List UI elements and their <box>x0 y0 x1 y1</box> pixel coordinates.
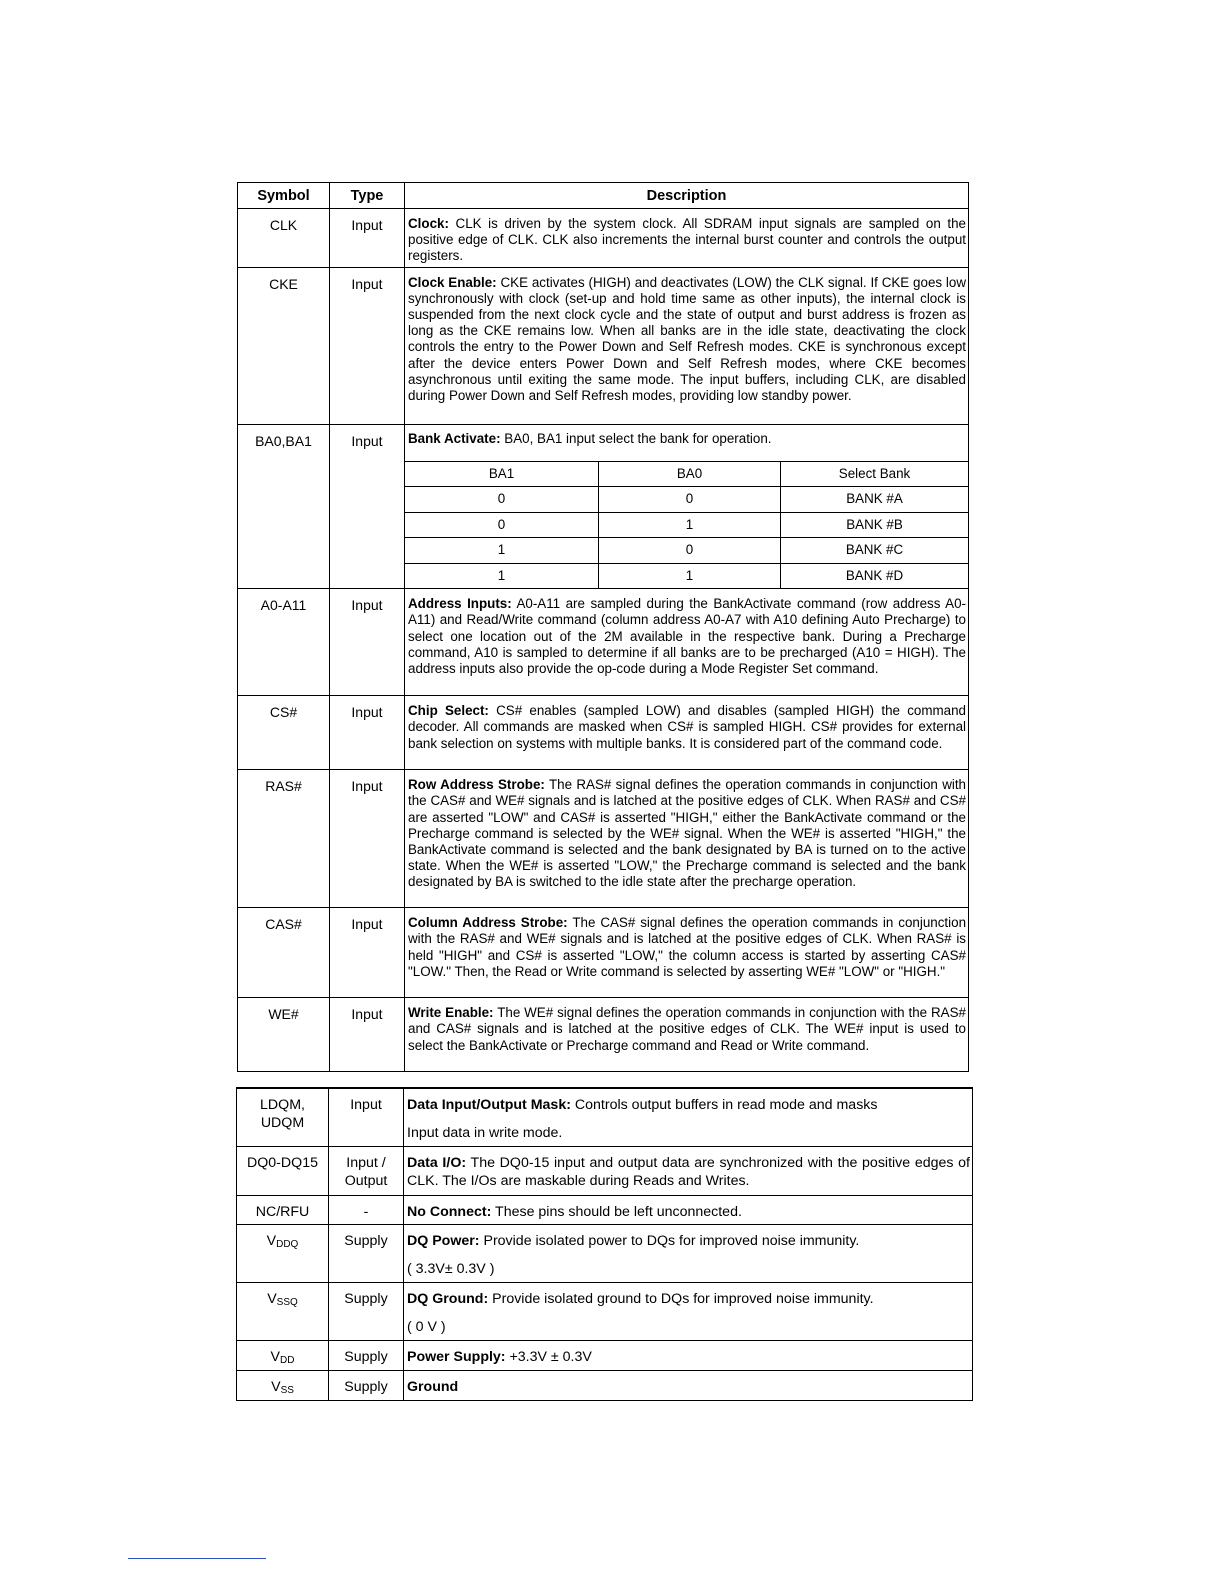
bank-col-header: BA1 <box>405 461 599 487</box>
symbol-main: V <box>267 1291 277 1307</box>
signal-text: A0-A11 are sampled during the BankActivate command (row address A0-A11) and Read/Write command (column address A0-A7 with A10 defining Auto Precharge) to select one location out of the 2M available in the respective bank. During a Precharge command, A10 is sampled to determine if all banks are to be precharged (A10 = HIGH). The address inputs also provide the op-code during a Mode Register Set command. <box>408 596 966 676</box>
signal-symbol: CAS# <box>238 908 330 998</box>
bank-cell: 0 <box>599 538 781 564</box>
signal-text: CKE activates (HIGH) and deactivates (LOW) the CLK signal. If CKE goes low synchronously with clock (set-up and hold time same as other inputs), the internal clock is suspended from the next clock cycle and the state of output and burst address is frozen as long as the CKE remains low. When all banks are in the idle state, deactivating the clock controls the entry to the Power Down and Self Refresh modes. CKE is synchronous except after the device enters Power Down and Self Refresh modes, where CKE becomes asynchronous until exiting the same mode. The input buffers, including CLK, are disabled during Power Down and Self Refresh modes, providing low standby power. <box>408 274 966 404</box>
bank-activate-intro <box>405 425 968 461</box>
bank-table-row <box>405 487 968 513</box>
signal-title: Address Inputs: <box>408 596 512 612</box>
bank-cell: BANK #D <box>781 563 969 588</box>
table-row <box>238 209 969 268</box>
signal-title: Clock: <box>408 216 449 231</box>
signal-symbol: DQ0-DQ15 <box>237 1147 329 1196</box>
signal-text-line2: ( 0 V ) <box>407 1319 446 1335</box>
signal-description <box>405 770 969 908</box>
signal-type <box>329 1147 404 1196</box>
table-row <box>237 1196 973 1225</box>
signal-type: - <box>329 1196 404 1225</box>
footnote-separator <box>128 1558 266 1559</box>
symbol-subscript: SSQ <box>276 1297 298 1308</box>
table-row <box>238 424 969 589</box>
signal-symbol: CKE <box>238 267 330 424</box>
signal-description <box>404 1147 973 1196</box>
signal-description <box>404 1283 973 1341</box>
signal-symbol: CS# <box>238 696 330 770</box>
table-row <box>237 1225 973 1283</box>
table-row <box>238 908 969 998</box>
table-row <box>237 1371 973 1401</box>
signal-text-line2: ( 3.3V± 0.3V ) <box>407 1261 495 1277</box>
signal-title: Ground <box>407 1379 459 1395</box>
signal-type: Supply <box>329 1341 404 1371</box>
bank-cell: 1 <box>599 512 781 538</box>
header-description: Description <box>405 183 969 209</box>
signal-symbol <box>237 1225 329 1283</box>
symbol-line: LDQM, <box>260 1097 305 1113</box>
signal-type: Input <box>330 998 405 1072</box>
bank-cell: BANK #B <box>781 512 969 538</box>
signal-description <box>404 1341 973 1371</box>
signal-description <box>404 1088 973 1147</box>
signal-description <box>405 589 969 696</box>
signal-symbol <box>237 1371 329 1401</box>
symbol-line: UDQM <box>260 1115 305 1131</box>
table-row <box>237 1147 973 1196</box>
pin-description-table <box>237 182 969 1072</box>
table-row <box>238 998 969 1072</box>
table-row <box>237 1283 973 1341</box>
bank-table-row <box>405 512 968 538</box>
symbol-subscript: SS <box>280 1385 294 1396</box>
table-row <box>237 1341 973 1371</box>
bank-col-header: Select Bank <box>781 461 969 487</box>
signal-description <box>405 696 969 770</box>
signal-type: Supply <box>329 1283 404 1341</box>
signal-text: Provide isolated power to DQs for improved noise immunity. <box>483 1233 860 1249</box>
signal-symbol <box>237 1341 329 1371</box>
signal-text: The DQ0-15 input and output data are synchronized with the positive edges of CLK. The I/Os are maskable during Reads and Writes. <box>407 1155 971 1189</box>
signal-text: BA0, BA1 input select the bank for operation. <box>504 430 772 446</box>
bank-cell: 0 <box>405 487 599 513</box>
bank-table-header-row <box>405 461 968 487</box>
table-row <box>238 589 969 696</box>
symbol-main: V <box>271 1379 281 1395</box>
signal-title: Clock Enable: <box>408 274 497 290</box>
signal-text-line2: Input data in write mode. <box>407 1125 563 1141</box>
symbol-subscript: DDQ <box>276 1239 299 1250</box>
signal-title: DQ Ground: <box>407 1291 489 1307</box>
signal-text: +3.3V ± 0.3V <box>509 1349 592 1365</box>
signal-symbol: NC/RFU <box>237 1196 329 1225</box>
signal-symbol: CLK <box>238 209 330 268</box>
signal-type: Input <box>330 908 405 998</box>
signal-text: Controls output buffers in read mode and masks <box>574 1097 878 1113</box>
table-row <box>238 770 969 908</box>
bank-table-row <box>405 538 968 564</box>
table-row <box>238 267 969 424</box>
signal-title: Write Enable: <box>408 1005 494 1021</box>
signal-title: Column Address Strobe: <box>408 915 568 931</box>
signal-title: Bank Activate: <box>408 430 501 446</box>
signal-symbol <box>237 1088 329 1147</box>
bank-cell: 1 <box>405 563 599 588</box>
signal-title: Power Supply: <box>407 1349 506 1365</box>
signal-symbol: BA0,BA1 <box>238 424 330 589</box>
signal-symbol <box>237 1283 329 1341</box>
table-row <box>237 1088 973 1147</box>
signal-text: The CAS# signal defines the operation commands in conjunction with the RAS# and WE# signals and is latched at the positive edges of CLK. When RAS# is held "HIGH" and CS# is asserted "LOW," the column access is started by asserting CAS# "LOW." Then, the Read or Write command is selected by asserting WE# "LOW" or "HIGH." <box>408 915 967 979</box>
signal-description <box>404 1371 973 1401</box>
signal-description <box>405 424 969 589</box>
table-row <box>238 696 969 770</box>
signal-type: Input <box>330 589 405 696</box>
signal-type: Supply <box>329 1371 404 1401</box>
signal-text: These pins should be left unconnected. <box>495 1204 742 1220</box>
signal-text: The RAS# signal defines the operation commands in conjunction with the CAS# and WE# signals and is latched at the positive edges of CLK. When RAS# and CS# are asserted "LOW" and CAS# is asserted "HIGH," either the BankActivate command or the Precharge command is selected by the WE# signal. When the WE# is asserted "HIGH," the BankActivate command is selected and the bank designated by BA is turned on to the active state. When the WE# is asserted "LOW," the Precharge command is selected and the bank designated by BA is switched to the idle state after the precharge operation. <box>408 777 967 890</box>
signal-type: Input <box>330 209 405 268</box>
table-header-row <box>238 183 969 209</box>
bank-col-header: BA0 <box>599 461 781 487</box>
signal-text: Provide isolated ground to DQs for improved noise immunity. <box>492 1291 874 1307</box>
signal-text: CLK is driven by the system clock. All SDRAM input signals are sampled on the positive edge of CLK. CLK also increments the internal burst counter and controls the output registers. <box>408 216 966 264</box>
bank-cell: BANK #C <box>781 538 969 564</box>
signal-description <box>405 908 969 998</box>
signal-title: Row Address Strobe: <box>408 777 545 793</box>
signal-description <box>405 998 969 1072</box>
signal-title: DQ Power: <box>407 1233 480 1249</box>
type-line: Output <box>344 1173 388 1189</box>
signal-description <box>404 1225 973 1283</box>
signal-title: Data Input/Output Mask: <box>407 1097 571 1113</box>
signal-description <box>405 267 969 424</box>
signal-type: Input <box>329 1088 404 1147</box>
symbol-subscript: DD <box>280 1355 295 1366</box>
pin-description-table-continued <box>236 1087 973 1401</box>
signal-text: CS# enables (sampled LOW) and disables (sampled HIGH) the command decoder. All commands are masked when CS# is sampled HIGH. CS# provides for external bank selection on systems with multiple banks. It is considered part of the command code. <box>408 703 966 751</box>
signal-type: Input <box>330 696 405 770</box>
symbol-main: V <box>266 1233 277 1249</box>
signal-description <box>405 209 969 268</box>
bank-cell: 1 <box>599 563 781 588</box>
signal-type: Input <box>330 267 405 424</box>
page-top-margin <box>0 0 1225 150</box>
bank-cell: 0 <box>599 487 781 513</box>
signal-type: Supply <box>329 1225 404 1283</box>
signal-symbol: RAS# <box>238 770 330 908</box>
header-symbol: Symbol <box>238 183 330 209</box>
signal-symbol: WE# <box>238 998 330 1072</box>
bank-select-table <box>405 461 968 589</box>
bank-cell: 1 <box>405 538 599 564</box>
symbol-main: V <box>270 1349 280 1365</box>
header-type: Type <box>330 183 405 209</box>
signal-title: No Connect: <box>407 1204 492 1220</box>
bank-cell: BANK #A <box>781 487 969 513</box>
signal-symbol: A0-A11 <box>238 589 330 696</box>
signal-text: The WE# signal defines the operation commands in conjunction with the RAS# and CAS# signals and is latched at the positive edges of CLK. The WE# input is used to select the BankActivate or Precharge command and Read or Write command. <box>408 1005 966 1053</box>
signal-type: Input <box>330 424 405 589</box>
bank-cell: 0 <box>405 512 599 538</box>
signal-title: Data I/O: <box>407 1155 467 1171</box>
type-line: Input / <box>346 1155 386 1171</box>
signal-type: Input <box>330 770 405 908</box>
signal-title: Chip Select: <box>408 703 489 719</box>
bank-table-row <box>405 563 968 588</box>
signal-description <box>404 1196 973 1225</box>
